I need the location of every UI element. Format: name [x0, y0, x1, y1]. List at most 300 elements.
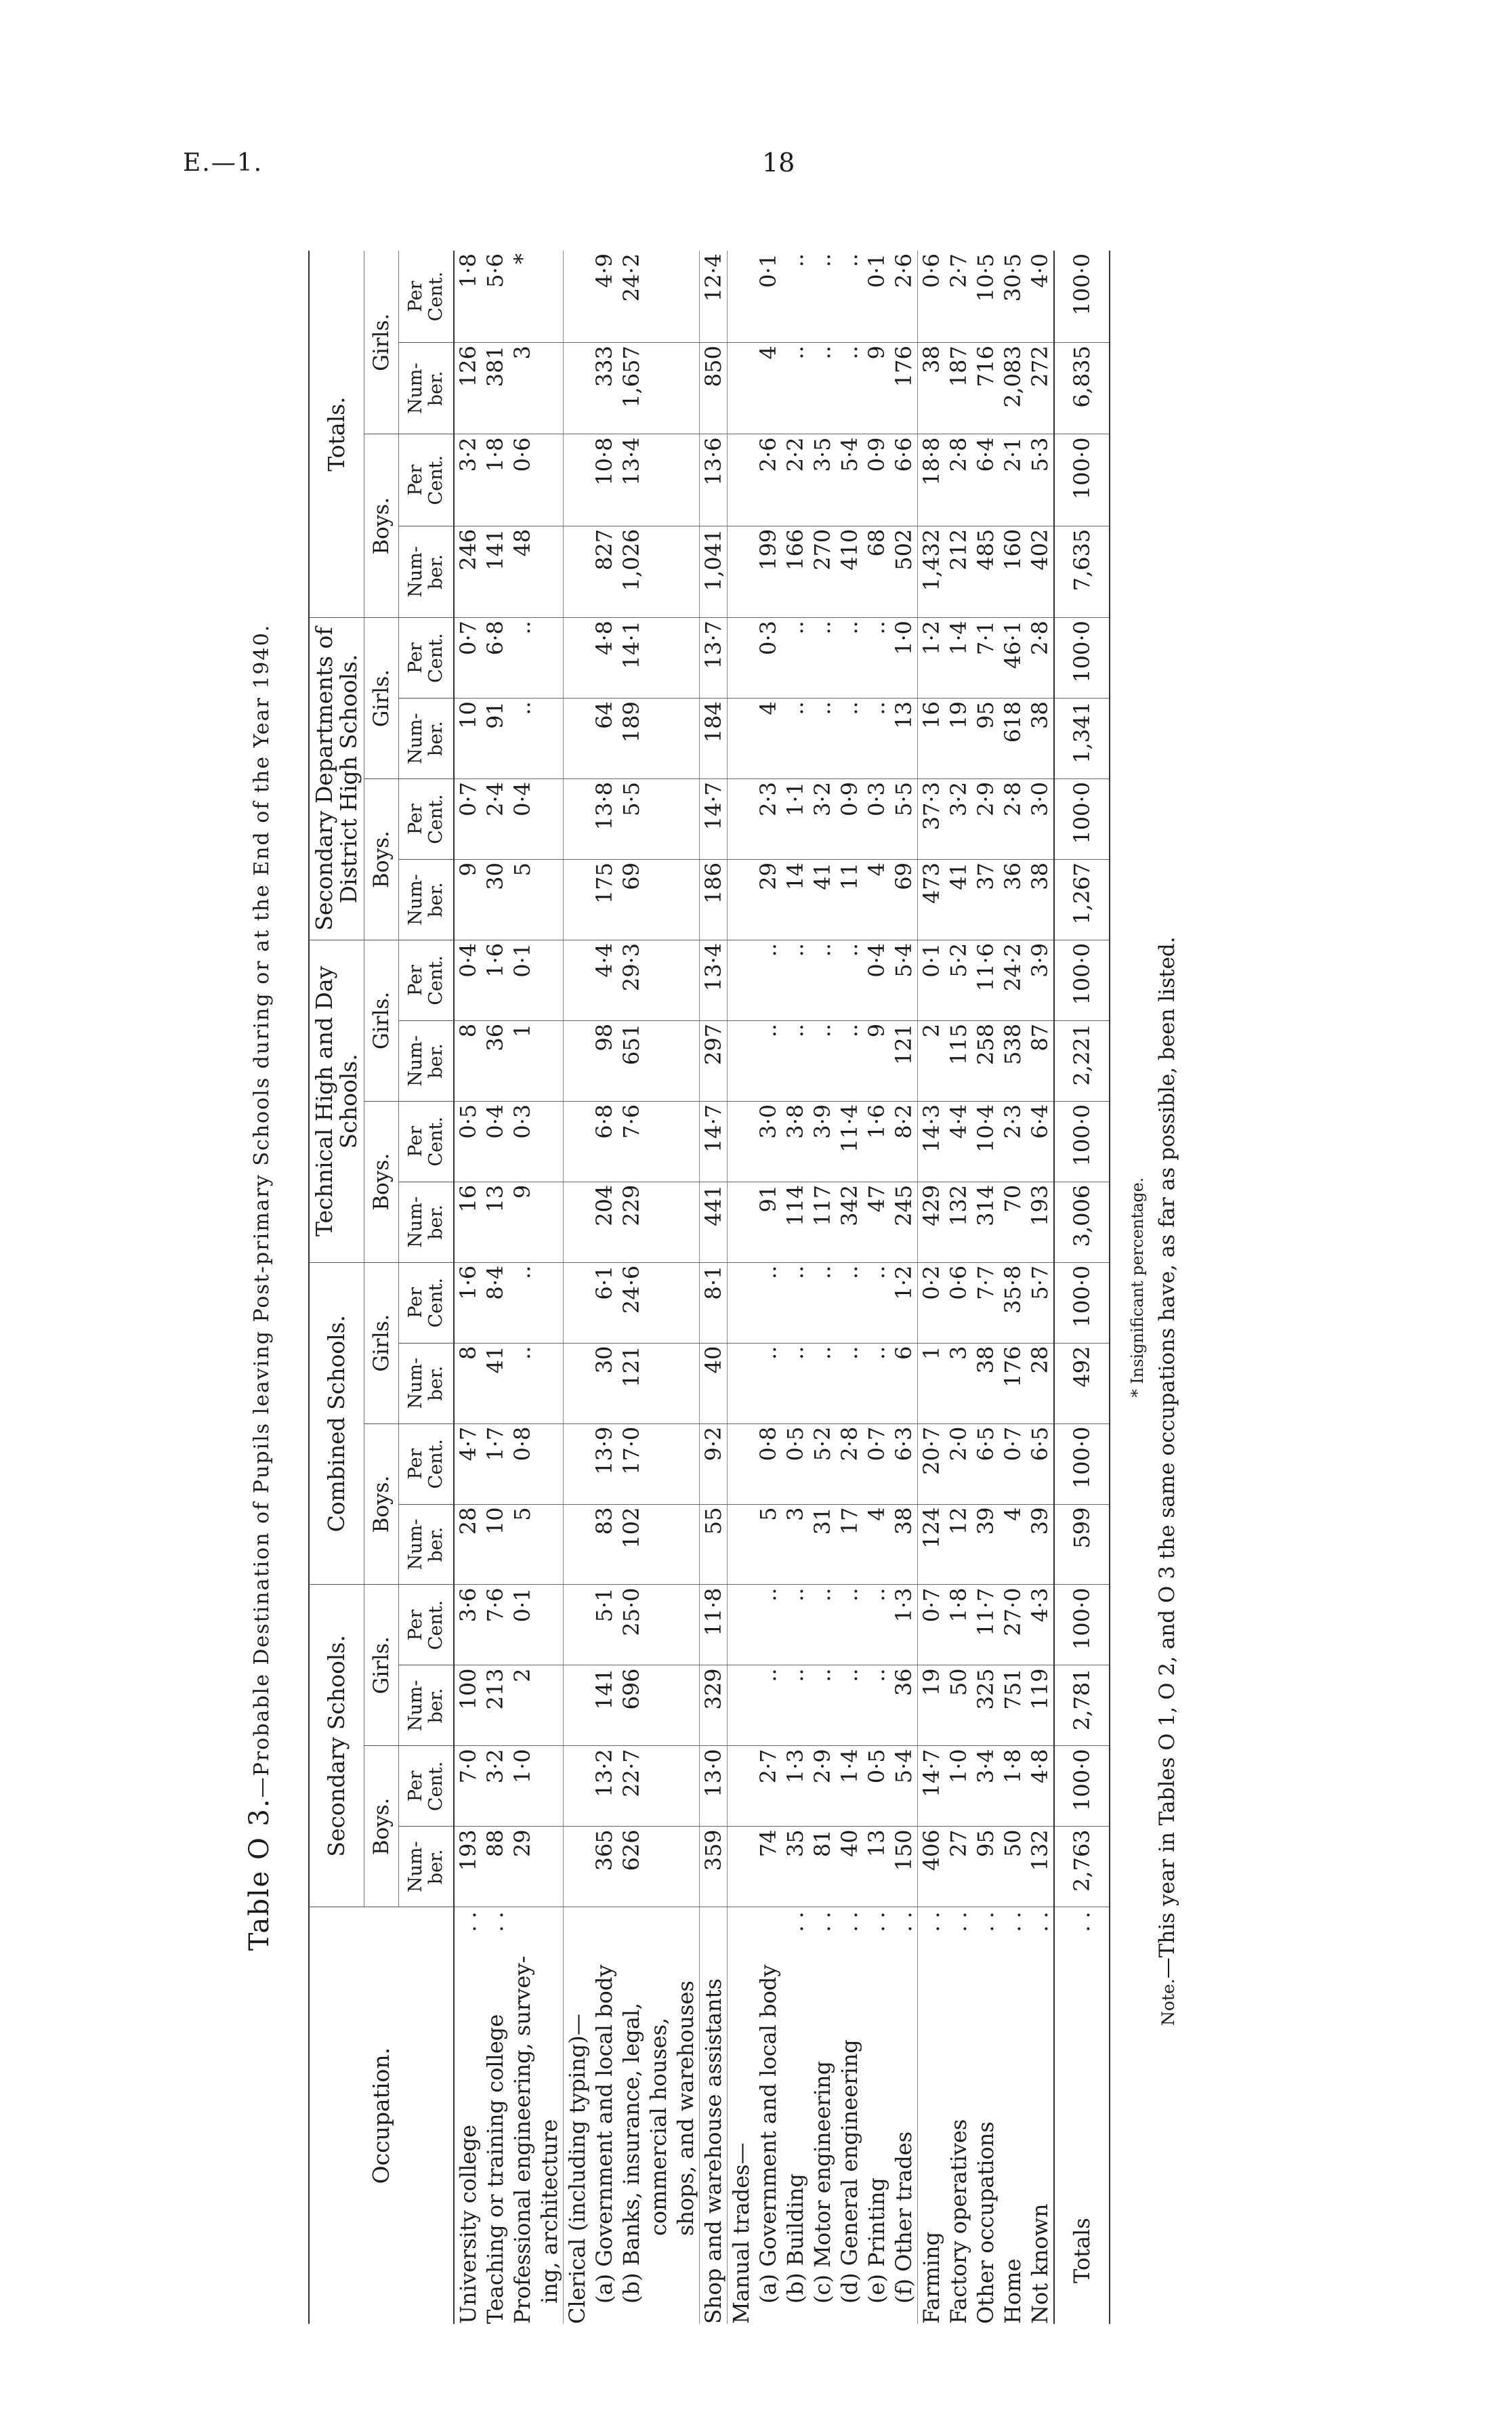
number-cell: 13 [863, 1827, 890, 1907]
number-header: Num-ber. [399, 1020, 455, 1101]
percent-cell [728, 1262, 755, 1343]
percent-cell: 0·6 [918, 251, 946, 343]
percent-cell [728, 434, 755, 526]
number-cell: 40 [836, 1827, 863, 1907]
percent-cell: 2·2 [782, 434, 809, 526]
percent-cell: 0·8 [509, 1423, 536, 1504]
number-cell: 83 [591, 1504, 618, 1585]
percent-cell: 2·4 [482, 779, 509, 860]
leader-dots: . . [810, 1911, 835, 1932]
number-cell: 1,026 [618, 526, 645, 617]
percent-cell: 100·0 [1054, 1423, 1110, 1504]
number-cell: .. [836, 1020, 863, 1101]
number-cell: 132 [1026, 1827, 1054, 1907]
number-cell [564, 1827, 591, 1907]
number-cell: 2 [509, 1665, 536, 1746]
sex-header-girls: Girls. [364, 1262, 399, 1423]
percent-cell: 1·7 [482, 1423, 509, 1504]
number-cell: 618 [999, 699, 1026, 779]
percent-cell [536, 618, 564, 699]
percent-cell [672, 1585, 700, 1665]
percent-cell: .. [509, 1262, 536, 1343]
percent-cell: 2·7 [755, 1746, 782, 1827]
percent-cell: 2·6 [890, 251, 918, 343]
occupation-label: (f) Other trades [891, 2131, 917, 2304]
percent-cell: 1·2 [890, 1262, 918, 1343]
number-cell [536, 1343, 564, 1423]
number-cell: 333 [591, 343, 618, 434]
percent-cell [672, 251, 700, 343]
number-cell: 98 [591, 1020, 618, 1101]
leader-dots: . . [973, 1911, 999, 1932]
percent-cell [536, 1585, 564, 1665]
percent-cell: .. [809, 1262, 836, 1343]
number-cell: 6,835 [1054, 343, 1110, 434]
number-cell: 31 [809, 1504, 836, 1585]
number-cell: 36 [482, 1020, 509, 1101]
percent-cell [564, 1101, 591, 1182]
number-cell: 17 [836, 1504, 863, 1585]
number-cell: 3,006 [1054, 1182, 1110, 1262]
percent-cell: 2·0 [945, 1423, 972, 1504]
number-cell: 11 [836, 859, 863, 940]
percent-cell [645, 434, 672, 526]
number-cell [728, 1020, 755, 1101]
number-cell: 325 [972, 1665, 999, 1746]
percent-cell [728, 1101, 755, 1182]
percent-cell: 4·4 [591, 940, 618, 1020]
number-cell: .. [836, 343, 863, 434]
number-cell: 1,657 [618, 343, 645, 434]
sex-header-girls: Girls. [364, 251, 399, 434]
number-cell: 14 [782, 859, 809, 940]
sex-header-girls: Girls. [364, 940, 399, 1101]
number-cell: 297 [700, 1020, 728, 1101]
occupation-label: (d) General engineering [837, 2039, 862, 2304]
number-cell: .. [836, 699, 863, 779]
sex-header-boys: Boys. [364, 1101, 399, 1262]
occupation-cell [972, 1907, 999, 2324]
leader-dots: . . [482, 1911, 508, 1932]
number-cell [672, 699, 700, 779]
percent-cell: 2·8 [836, 1423, 863, 1504]
number-cell [728, 1343, 755, 1423]
table-title [244, 251, 275, 2324]
percent-cell [536, 779, 564, 860]
number-cell: 28 [1026, 1343, 1054, 1423]
percent-cell: * [509, 251, 536, 343]
percent-cell: 14·3 [918, 1101, 946, 1182]
number-cell: .. [809, 343, 836, 434]
percent-cell [672, 1262, 700, 1343]
percent-cell [645, 1101, 672, 1182]
table-row [972, 251, 999, 2324]
percent-cell: 13·6 [700, 434, 728, 526]
number-cell: 87 [1026, 1020, 1054, 1101]
percent-cell: 0·4 [454, 940, 482, 1020]
percent-cell: 1·3 [782, 1746, 809, 1827]
number-cell [645, 1020, 672, 1101]
occupation-label: Factory operatives [946, 2119, 971, 2324]
occupation-cell [863, 1907, 890, 2324]
number-cell [728, 699, 755, 779]
percent-cell: 7·6 [482, 1585, 509, 1665]
number-cell: 429 [918, 1182, 946, 1262]
number-cell: 314 [972, 1182, 999, 1262]
percent-cell: 6·5 [972, 1423, 999, 1504]
number-cell: 166 [782, 526, 809, 617]
percent-cell: 1·0 [945, 1746, 972, 1827]
number-cell: 132 [945, 1182, 972, 1262]
percent-cell: 11·7 [972, 1585, 999, 1665]
group-header-district-high: Secondary Departments of District High Schools. [309, 618, 364, 940]
number-cell: 40 [700, 1343, 728, 1423]
number-cell: 4 [755, 343, 782, 434]
percent-cell: 0·1 [863, 251, 890, 343]
percent-cell [536, 1746, 564, 1827]
table-row [1026, 251, 1054, 2324]
occupation-label: (a) Government and local body [755, 1964, 781, 2304]
percent-cell [672, 434, 700, 526]
percent-cell: 9·2 [700, 1423, 728, 1504]
number-cell: 246 [454, 526, 482, 617]
number-cell [672, 1343, 700, 1423]
number-cell: 187 [945, 343, 972, 434]
number-cell: 12 [945, 1504, 972, 1585]
occupation-label: Farming [919, 2231, 944, 2324]
percent-cell: 7·6 [618, 1101, 645, 1182]
percent-cell: 1·8 [482, 434, 509, 526]
number-cell [536, 699, 564, 779]
number-header: Num-ber. [399, 1827, 455, 1907]
occupation-label: (c) Motor engineering [810, 2060, 835, 2304]
percent-cell: 13·4 [700, 940, 728, 1020]
table-row [945, 251, 972, 2324]
number-header: Num-ber. [399, 699, 455, 779]
percent-cell: .. [809, 940, 836, 1020]
percent-cell [645, 1262, 672, 1343]
percent-cell: 3·9 [1026, 940, 1054, 1020]
percent-cell [672, 1423, 700, 1504]
number-cell: 91 [755, 1182, 782, 1262]
percent-cell [728, 940, 755, 1020]
number-cell [672, 526, 700, 617]
number-cell [728, 1665, 755, 1746]
occupation-cell [945, 1907, 972, 2324]
percent-cell: 11·4 [836, 1101, 863, 1182]
percent-cell: 5·2 [945, 940, 972, 1020]
number-cell [645, 1827, 672, 1907]
percent-cell [728, 779, 755, 860]
percent-cell: 7·7 [972, 1262, 999, 1343]
table-row [536, 251, 564, 2324]
percent-cell: 13·7 [700, 618, 728, 699]
percent-cell: 6·3 [890, 1423, 918, 1504]
number-cell [645, 343, 672, 434]
percent-cell: .. [836, 1262, 863, 1343]
number-cell: .. [782, 1020, 809, 1101]
number-cell: 88 [482, 1827, 509, 1907]
number-cell: 126 [454, 343, 482, 434]
number-cell: .. [782, 699, 809, 779]
percent-cell: 4·4 [945, 1101, 972, 1182]
number-cell: 119 [1026, 1665, 1054, 1746]
percent-cell: 100·0 [1054, 1746, 1110, 1827]
number-cell: 68 [863, 526, 890, 617]
number-cell: 38 [1026, 859, 1054, 940]
number-cell [645, 526, 672, 617]
percent-cell: 0·3 [863, 779, 890, 860]
percent-cell: 3·4 [972, 1746, 999, 1827]
occupation-cell [755, 1907, 782, 2324]
percent-cell: 18·8 [918, 434, 946, 526]
percent-cell: 0·3 [755, 618, 782, 699]
percent-header: Per Cent. [399, 1746, 455, 1827]
leader-dots: . . [1027, 1911, 1053, 1932]
number-cell: 4 [755, 699, 782, 779]
table-row [482, 251, 509, 2324]
percent-header: Per Cent. [399, 940, 455, 1020]
leader-dots: . . [919, 1911, 944, 1932]
number-cell [536, 526, 564, 617]
percent-cell: 1·8 [454, 251, 482, 343]
percent-cell: 3·9 [809, 1101, 836, 1182]
percent-cell: 0·1 [755, 251, 782, 343]
number-cell: 30 [482, 859, 509, 940]
number-header: Num-ber. [399, 1182, 455, 1262]
percent-cell: 0·7 [454, 779, 482, 860]
number-cell: 1,041 [700, 526, 728, 617]
number-cell [728, 859, 755, 940]
table-row [918, 251, 946, 2324]
percent-cell: 2·6 [755, 434, 782, 526]
number-cell: 716 [972, 343, 999, 434]
table-row [836, 251, 863, 2324]
number-cell: 38 [918, 343, 946, 434]
percent-cell: 10·5 [972, 251, 999, 343]
number-cell: 199 [755, 526, 782, 617]
percent-cell: 100·0 [1054, 434, 1110, 526]
percent-cell: 8·1 [700, 1262, 728, 1343]
number-cell: 651 [618, 1020, 645, 1101]
number-cell [536, 1504, 564, 1585]
number-cell: 406 [918, 1827, 946, 1907]
percent-cell [536, 1423, 564, 1504]
percent-cell: .. [809, 618, 836, 699]
occupation-label: Totals [1069, 2218, 1095, 2283]
number-cell [564, 343, 591, 434]
number-cell: 258 [972, 1020, 999, 1101]
number-cell: 29 [755, 859, 782, 940]
number-cell: 38 [890, 1504, 918, 1585]
percent-cell: 0·4 [863, 940, 890, 1020]
percent-cell: 5·7 [1026, 1262, 1054, 1343]
percent-cell: 100·0 [1054, 1101, 1110, 1182]
number-cell: 1 [918, 1343, 946, 1423]
percent-cell: .. [836, 1585, 863, 1665]
number-cell: 2,221 [1054, 1020, 1110, 1101]
percent-cell: 0·2 [918, 1262, 946, 1343]
percent-cell [564, 251, 591, 343]
number-cell [645, 859, 672, 940]
percent-header: Per Cent. [399, 1101, 455, 1182]
number-cell: 160 [999, 526, 1026, 617]
percent-cell: 0·1 [918, 940, 946, 1020]
footnote: * Insignificant percentage. [1128, 1177, 1147, 1398]
number-cell: 502 [890, 526, 918, 617]
sex-header-boys: Boys. [364, 1423, 399, 1585]
number-cell: 8 [454, 1343, 482, 1423]
percent-cell [728, 1746, 755, 1827]
number-cell [536, 1827, 564, 1907]
occupation-cell [836, 1907, 863, 2324]
percent-cell: 4·8 [1026, 1746, 1054, 1827]
group-header-technical: Technical High and Day Schools. [309, 940, 364, 1262]
number-cell [672, 1504, 700, 1585]
table-row [645, 251, 672, 2324]
number-cell [564, 859, 591, 940]
percent-cell: .. [809, 1585, 836, 1665]
number-cell: 48 [509, 526, 536, 617]
percent-cell: 1·2 [918, 618, 946, 699]
occupation-cell [564, 1907, 591, 2324]
number-cell [728, 1827, 755, 1907]
number-cell: 95 [972, 699, 999, 779]
number-cell: 3 [509, 343, 536, 434]
number-cell: 70 [999, 1182, 1026, 1262]
number-cell [672, 1020, 700, 1101]
table-row [755, 251, 782, 2324]
table-title-text: —Probable Destination of Pupils leaving Post-primary Schools during or at the End of the Year 1940. [250, 623, 274, 1798]
occupation-cell [482, 1907, 509, 2324]
percent-cell: 0·7 [863, 1423, 890, 1504]
number-header: Num-ber. [399, 343, 455, 434]
number-cell: 4 [863, 859, 890, 940]
percent-cell: 4·8 [591, 618, 618, 699]
number-cell [536, 1665, 564, 1746]
percent-cell [536, 251, 564, 343]
percent-cell: 3·0 [1026, 779, 1054, 860]
percent-cell: 7·0 [454, 1746, 482, 1827]
number-cell [728, 526, 755, 617]
occupation-cell [618, 1907, 645, 2324]
percent-cell [645, 779, 672, 860]
percent-cell: 29·3 [618, 940, 645, 1020]
percent-cell: 0·7 [918, 1585, 946, 1665]
percent-cell: 10·8 [591, 434, 618, 526]
number-cell: 37 [972, 859, 999, 940]
percent-cell: 5·5 [618, 779, 645, 860]
number-cell: 141 [482, 526, 509, 617]
number-cell: 9 [863, 343, 890, 434]
percent-cell [672, 1101, 700, 1182]
occupation-label: Shop and warehouse assistants [700, 1978, 726, 2324]
number-cell: 69 [890, 859, 918, 940]
number-cell: .. [809, 1020, 836, 1101]
percent-cell: 13·0 [700, 1746, 728, 1827]
occupation-cell [1026, 1907, 1054, 2324]
occupation-label: Home [1000, 2258, 1026, 2324]
occupation-label: (b) Banks, insurance, legal, [618, 2002, 644, 2304]
number-cell: 410 [836, 526, 863, 617]
group-header-secondary: Secondary Schools. [309, 1585, 364, 1907]
percent-cell: 3·2 [454, 434, 482, 526]
number-cell: 2,781 [1054, 1665, 1110, 1746]
number-cell: 189 [618, 699, 645, 779]
percent-cell: 1·4 [836, 1746, 863, 1827]
group-header-combined: Combined Schools. [309, 1262, 364, 1585]
occupation-label: Other occupations [973, 2121, 999, 2324]
number-cell: .. [863, 699, 890, 779]
percent-cell: 1·1 [782, 779, 809, 860]
number-cell: 245 [890, 1182, 918, 1262]
percent-header: Per Cent. [399, 1585, 455, 1665]
number-cell: .. [809, 1343, 836, 1423]
number-cell: 186 [700, 859, 728, 940]
number-cell: 5 [509, 859, 536, 940]
number-cell: 16 [918, 699, 946, 779]
percent-cell: 1·8 [999, 1746, 1026, 1827]
number-cell: 36 [999, 859, 1026, 940]
table-row [564, 251, 591, 2324]
number-cell: .. [809, 1665, 836, 1746]
number-cell [672, 1827, 700, 1907]
number-cell: 28 [454, 1504, 482, 1585]
number-cell: 69 [618, 859, 645, 940]
percent-cell: .. [836, 618, 863, 699]
number-cell: 36 [890, 1665, 918, 1746]
number-cell [645, 699, 672, 779]
percent-cell: 2·9 [809, 1746, 836, 1827]
table-row [863, 251, 890, 2324]
number-cell: 175 [591, 859, 618, 940]
percent-cell: 24·6 [618, 1262, 645, 1343]
percent-cell: 24·2 [618, 251, 645, 343]
percent-cell: 0·7 [999, 1423, 1026, 1504]
number-cell [672, 1665, 700, 1746]
percent-cell: 5·3 [1026, 434, 1054, 526]
percent-cell: 3·8 [782, 1101, 809, 1182]
number-cell: 193 [454, 1827, 482, 1907]
percent-cell [728, 1423, 755, 1504]
number-cell: 64 [591, 699, 618, 779]
percent-cell [536, 940, 564, 1020]
table-row [809, 251, 836, 2324]
percent-cell: 0·3 [509, 1101, 536, 1182]
percent-cell [672, 940, 700, 1020]
number-cell: 95 [972, 1827, 999, 1907]
number-cell: 47 [863, 1182, 890, 1262]
percent-cell: 2·8 [999, 779, 1026, 860]
number-cell: 696 [618, 1665, 645, 1746]
number-cell: 41 [482, 1343, 509, 1423]
occupation-cell [918, 1907, 946, 2324]
occupation-cell [645, 1907, 672, 2324]
percent-cell: 46·1 [999, 618, 1026, 699]
number-cell: 38 [972, 1343, 999, 1423]
number-cell: 9 [509, 1182, 536, 1262]
table-row [890, 251, 918, 2324]
percent-cell: 14·7 [700, 779, 728, 860]
leader-dots: . . [891, 1911, 917, 1932]
percent-cell: 1·6 [863, 1101, 890, 1182]
number-cell: 13 [482, 1182, 509, 1262]
number-cell: 102 [618, 1504, 645, 1585]
number-cell: 114 [782, 1182, 809, 1262]
percent-cell: 8·4 [482, 1262, 509, 1343]
number-cell: 16 [454, 1182, 482, 1262]
percent-cell: 1·8 [945, 1585, 972, 1665]
